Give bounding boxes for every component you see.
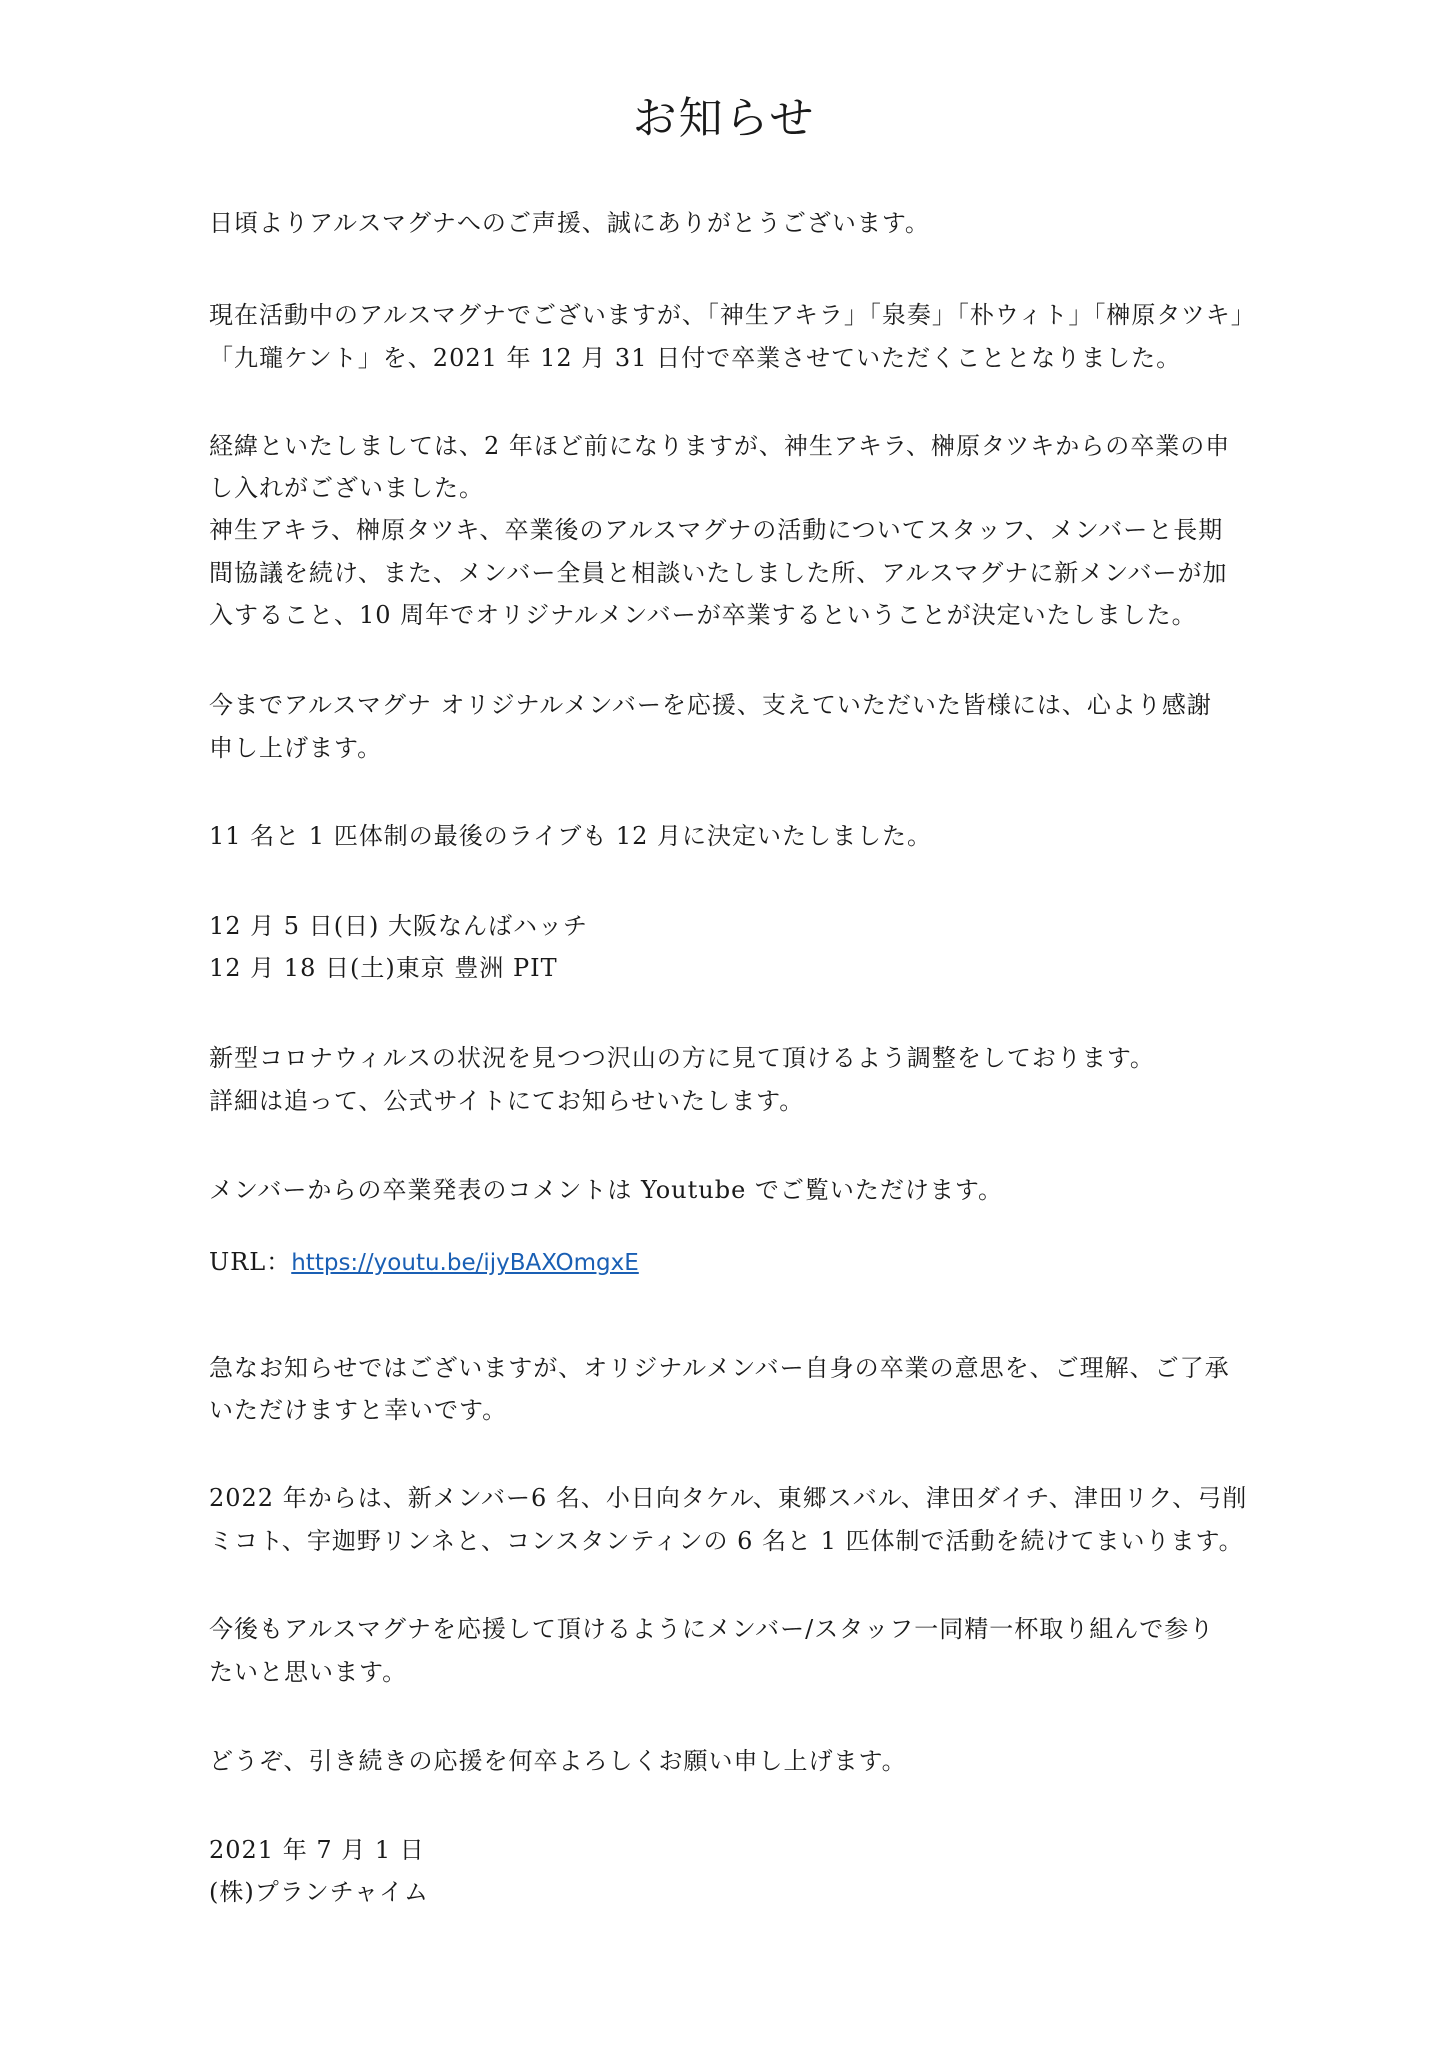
understanding-line-2: いただけますと幸いです。 [209,1396,508,1424]
new-members-line-2: ミコト、宇迦野リンネと、コンスタンティンの 6 名と 1 匹体制で活動を続けてまいります。 [209,1527,1244,1555]
final-live-line: 11 名と 1 匹体制の最後のライブも 12 月に決定いたしました。 [209,822,933,850]
live-date-osaka: 12 月 5 日(日) 大阪なんばハッチ [209,912,589,940]
greeting-line: 日頃よりアルスマグナへのご声援、誠にありがとうございます。 [209,209,930,237]
thanks-line-2: 申し上げます。 [209,734,383,762]
announcement-line-1: 現在活動中のアルスマグナでございますが、「神生アキラ」「泉奏」「朴ウィト」「榊原タツキ」 [209,301,1256,329]
background-line-2: し入れがございました。 [209,474,484,502]
covid-line-1: 新型コロナウィルスの状況を見つつ沢山の方に見て頂けるよう調整をしております。 [209,1044,1155,1072]
background-line-4: 間協議を続け、また、メンバー全員と相談いたしました所、アルスマグナに新メンバーが加 [209,559,1228,587]
url-label: URL： [209,1248,292,1276]
url-line [209,1244,1249,1281]
company-name: (株)プランチャイム [209,1878,430,1906]
background-line-5: 入すること、10 周年でオリジナルメンバーが卒業するということが決定いたしました。 [209,601,1197,629]
understanding-line-1: 急なお知らせではございますが、オリジナルメンバー自身の卒業の意思を、ご理解、ご了承 [209,1354,1230,1382]
live-date-tokyo: 12 月 18 日(土)東京 豊洲 PIT [209,954,558,982]
page-title: お知らせ [632,93,816,144]
announcement-line-2: 「九瓏ケント」を、2021 年 12 月 31 日付で卒業させていただくこととなりました。 [209,344,1182,372]
background-line-1: 経緯といたしましては、2 年ほど前になりますが、神生アキラ、榊原タツキからの卒業の申 [209,432,1231,460]
closing-line: どうぞ、引き続きの応援を何卒よろしくお願い申し上げます。 [209,1747,907,1775]
issue-date: 2021 年 7 月 1 日 [209,1836,425,1864]
support-line-1: 今後もアルスマグナを応援して頂けるようにメンバー/スタッフ一同精一杯取り組んで参り [209,1615,1215,1643]
thanks-line-1: 今までアルスマグナ オリジナルメンバーを応援、支えていただいた皆様には、心より感謝 [209,691,1212,719]
covid-line-2: 詳細は追って、公式サイトにてお知らせいたします。 [209,1087,805,1115]
new-members-line-1: 2022 年からは、新メンバー6 名、小日向タケル、東郷スバル、津田ダイチ、津田リク、弓削 [209,1484,1248,1512]
support-line-2: たいと思います。 [209,1658,408,1686]
background-line-3: 神生アキラ、榊原タツキ、卒業後のアルスマグナの活動についてスタッフ、メンバーと長期 [209,516,1224,544]
youtube-link[interactable]: https://youtu.be/ijyBAXOmgxE [291,1250,639,1276]
youtube-comment-line: メンバーからの卒業発表のコメントは Youtube でご覧いただけます。 [209,1176,1003,1204]
